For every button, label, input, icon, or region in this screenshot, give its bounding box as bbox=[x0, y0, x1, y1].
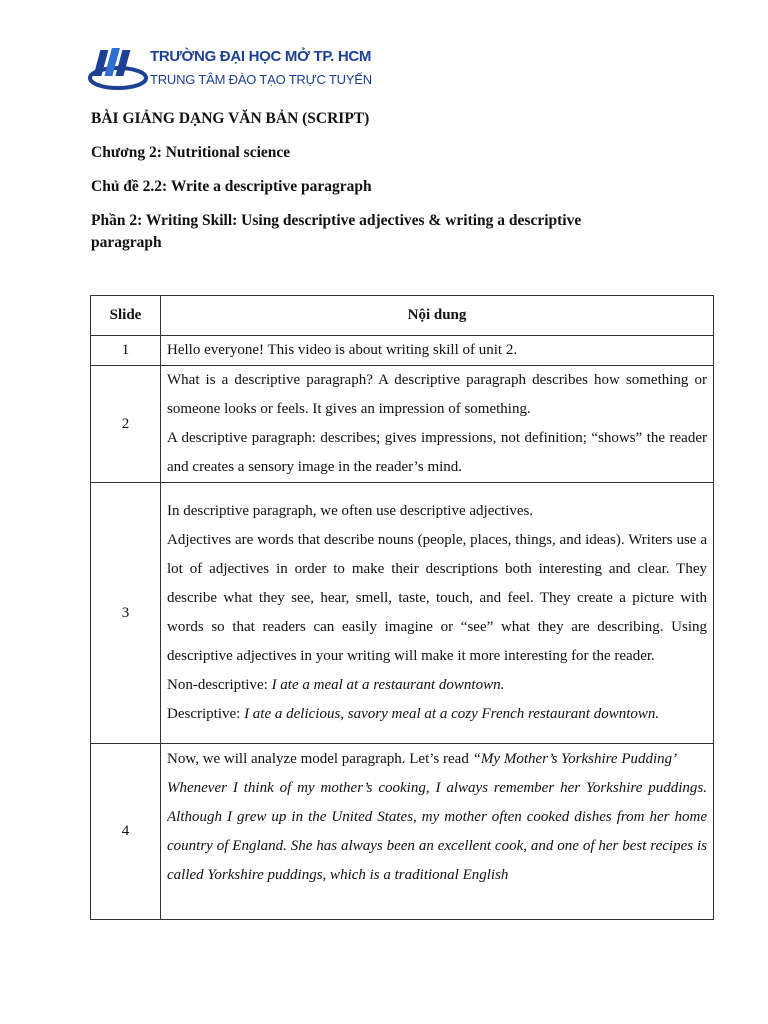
university-book-icon bbox=[88, 44, 148, 94]
topic-heading: Chủ đề 2.2: Write a descriptive paragraph bbox=[91, 178, 372, 195]
content-line: A descriptive paragraph: describes; gives impressions, not definition; “shows” the reader and creates a sensory image in the reader’s mind. bbox=[167, 430, 707, 475]
content-line: Adjectives are words that describe nouns (people, places, things, and ideas). Writers use a lot of adjectives in order to make their descriptions both interesting and clear. They describe what they see, hear, smell, taste, touch, and feel. They create a picture with words so that readers can easily imagine or “see” what they are describing. Using descriptive adjectives in your writing will make it more interesting for the reader. bbox=[167, 532, 707, 664]
document-headings bbox=[91, 108, 711, 266]
content-line bbox=[167, 745, 707, 774]
example-line bbox=[167, 671, 707, 700]
content-line: Hello everyone! This video is about writing skill of unit 2. bbox=[167, 342, 518, 358]
university-logo bbox=[88, 40, 372, 98]
slide-number: 4 bbox=[91, 744, 161, 920]
example-label: Non-descriptive: bbox=[167, 677, 272, 693]
slide-number: 2 bbox=[91, 366, 161, 483]
table-row bbox=[91, 483, 714, 744]
content-line: In descriptive paragraph, we often use descriptive adjectives. bbox=[167, 503, 534, 519]
example-label: Descriptive: bbox=[167, 706, 245, 722]
model-paragraph: Whenever I think of my mother’s cooking, I always remember her Yorkshire puddings. Although I grew up in the United States, my mother often cooked dishes from her home country of England. She has always been an excellent cook, and one of her best recipes is called Yorkshire puddings, which is a traditional English bbox=[167, 779, 707, 883]
header-content: Nội dung bbox=[161, 296, 714, 336]
chapter-heading: Chương 2: Nutritional science bbox=[91, 144, 291, 161]
slide-content bbox=[161, 336, 714, 366]
logo-center-name: TRUNG TÂM ĐÀO TẠO TRỰC TUYẾN bbox=[150, 72, 372, 87]
table-row bbox=[91, 744, 714, 920]
content-line: What is a descriptive paragraph? A descriptive paragraph describes how something or someone looks or feels. It gives an impression of something. bbox=[167, 372, 707, 417]
slide-content bbox=[161, 483, 714, 744]
example-text: I ate a meal at a restaurant downtown. bbox=[271, 677, 505, 693]
script-table bbox=[90, 295, 714, 920]
slide-number: 3 bbox=[91, 483, 161, 744]
header-slide: Slide bbox=[91, 296, 161, 336]
table-header-row bbox=[91, 296, 714, 336]
model-paragraph-title: “My Mother’s Yorkshire Pudding’ bbox=[472, 750, 678, 767]
document-type-heading: BÀI GIẢNG DẠNG VĂN BẢN (SCRIPT) bbox=[91, 110, 370, 127]
slide-content bbox=[161, 366, 714, 483]
intro-text: Now, we will analyze model paragraph. Let’s read bbox=[167, 750, 473, 767]
slide-content bbox=[161, 744, 714, 920]
example-line bbox=[167, 700, 707, 729]
slide-number: 1 bbox=[91, 336, 161, 366]
example-text: I ate a delicious, savory meal at a cozy French restaurant downtown. bbox=[244, 706, 660, 722]
table-row bbox=[91, 336, 714, 366]
table-row bbox=[91, 366, 714, 483]
part-heading: Phần 2: Writing Skill: Using descriptive adjectives & writing a descriptive paragraph bbox=[91, 212, 582, 251]
logo-university-name: TRƯỜNG ĐẠI HỌC MỞ TP. HCM bbox=[150, 48, 372, 65]
